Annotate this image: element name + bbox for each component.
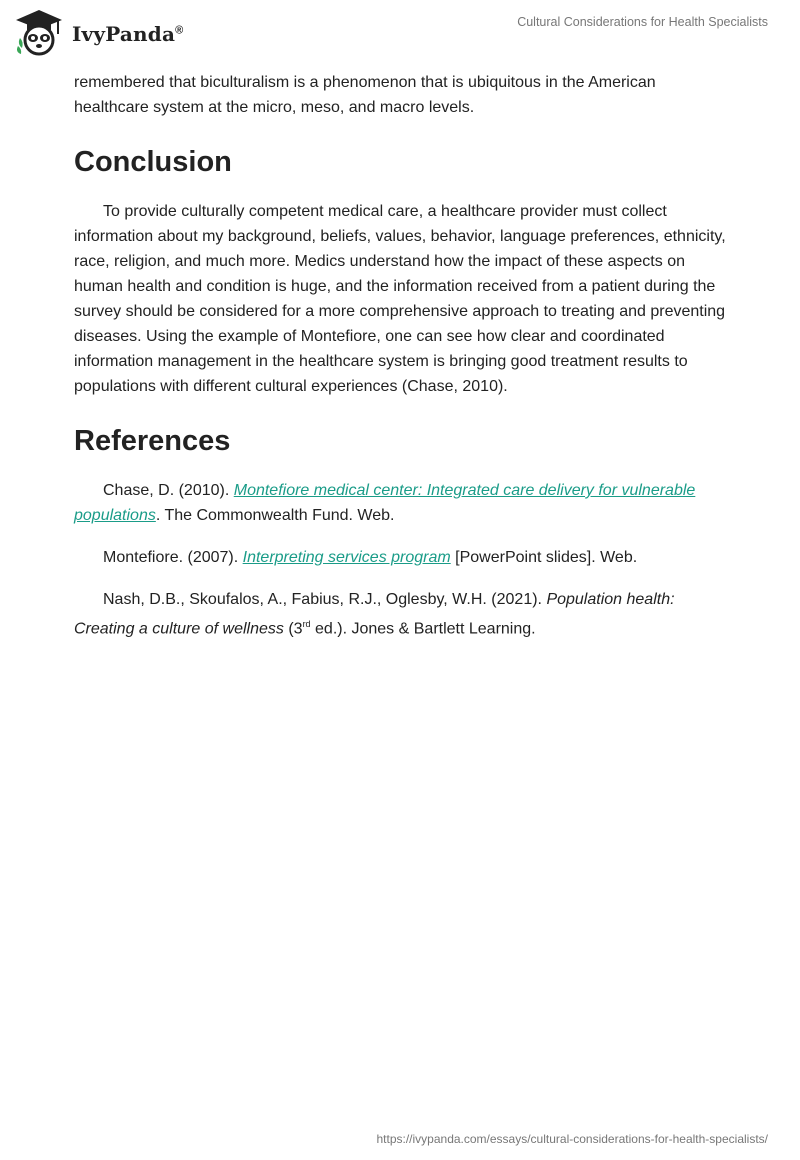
reference-link[interactable]: Interpreting services program: [242, 549, 451, 566]
ivypanda-logo[interactable]: [14, 8, 183, 56]
reference-item: Nash, D.B., Skoufalos, A., Fabius, R.J., Oglesby, W.H. (2021). Population health: Creating a culture of wellness (3rd ed.). Jones & Bartlett Learning.: [74, 591, 675, 638]
continued-paragraph: remembered that biculturalism is a phenomenon that is ubiquitous in the American healthcare system at the micro, meso, and macro levels.: [74, 74, 656, 116]
reference-item: Chase, D. (2010). Montefiore medical center: Integrated care delivery for vulnerable populations. The Commonwealth Fund. Web.: [74, 482, 696, 524]
conclusion-paragraph: To provide culturally competent medical care, a healthcare provider must collect information about my background, beliefs, values, behavior, language preferences, ethnicity, race, religion, and much more. Medics understand how the impact of these aspects on human health and condition is huge, and the information received from a patient during the survey should be considered for a more comprehensive approach to treating and preventing diseases. Using the example of Montefiore, one can see how clear and coordinated information management in the healthcare system is bringing good treatment results to populations with different cultural experiences (Chase, 2010).: [74, 203, 726, 395]
brand-name: IvyPanda®: [72, 22, 184, 46]
panda-graduate-icon: [14, 8, 64, 56]
running-title: Cultural Considerations for Health Specialists: [517, 15, 768, 29]
references-heading: References: [74, 425, 231, 457]
reference-item: Montefiore. (2007). Interpreting services program [PowerPoint slides]. Web.: [103, 549, 638, 566]
document-body: [74, 70, 734, 658]
source-url[interactable]: https://ivypanda.com/essays/cultural-considerations-for-health-specialists/: [376, 1132, 768, 1146]
conclusion-heading: Conclusion: [74, 146, 232, 178]
reference-link[interactable]: Montefiore medical center: Integrated care delivery for vulnerable populations: [74, 482, 696, 524]
page-header: [0, 0, 800, 64]
